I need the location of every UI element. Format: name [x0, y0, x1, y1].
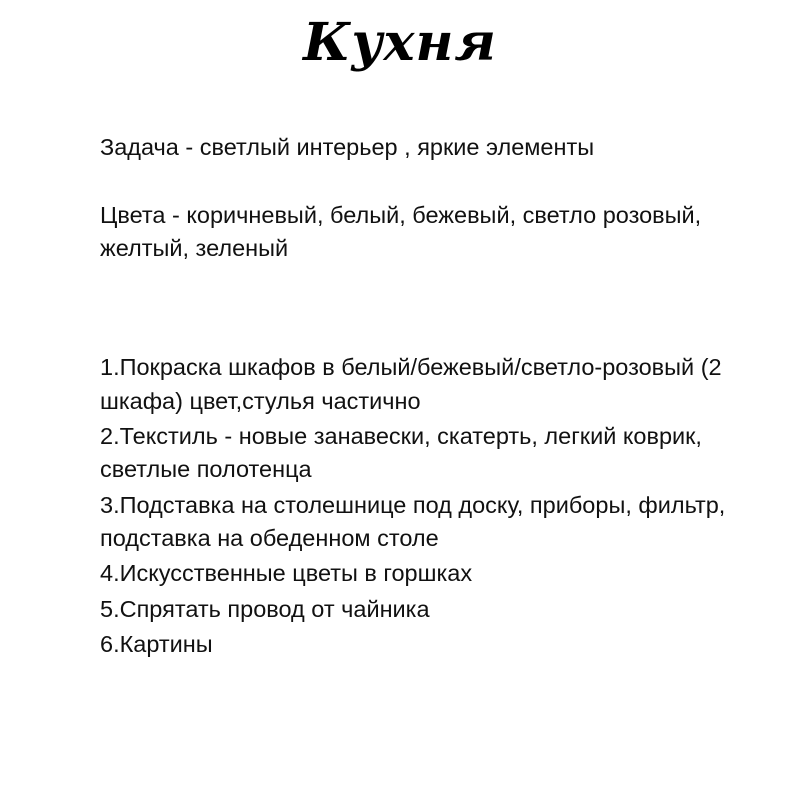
- page-title: Кухня: [303, 12, 497, 73]
- document-body: [0, 131, 800, 661]
- list-item: 3.Подставка на столешнице под доску, приборы, фильтр, подставка на обеденном столе: [100, 491, 726, 552]
- list-item: 5.Спрятать провод от чайника: [100, 595, 430, 622]
- list-item: 1.Покраска шкафов в белый/бежевый/светло-розовый (2 шкафа) цвет,стулья частично: [100, 354, 722, 414]
- list-item: 6.Картины: [100, 631, 213, 658]
- paragraph-task: Задача - светлый интерьер , яркие элементы: [100, 134, 595, 161]
- paragraph-colors: Цвета - коричневый, белый, бежевый, светло розовый, желтый, зеленый: [100, 201, 702, 261]
- list-item: 2.Текстиль - новые занавески, скатерть, легкий коврик, светлые полотенца: [100, 422, 702, 483]
- list-item: 4.Искусственные цветы в горшках: [100, 560, 473, 587]
- task-list: [100, 351, 740, 661]
